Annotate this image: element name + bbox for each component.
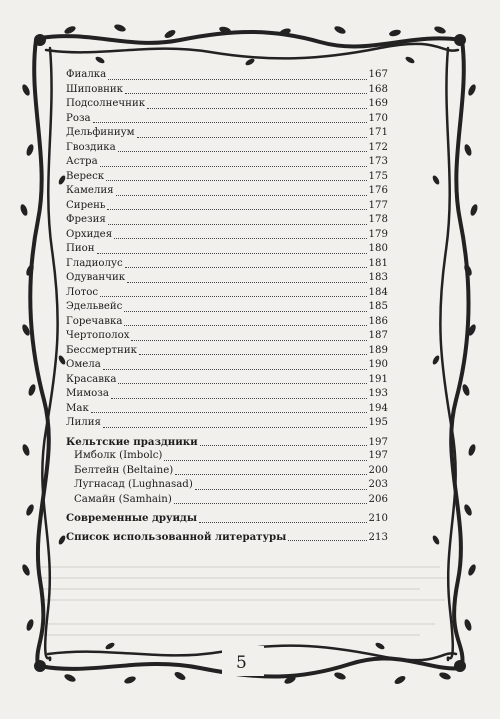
toc-entry-title: Дельфиниум (66, 127, 135, 138)
leader-dots (118, 150, 367, 152)
toc-entry-title: Самайн (Samhain) (74, 493, 172, 505)
toc-entry-flower (66, 416, 388, 431)
toc-chapter-title: Современные друиды (66, 512, 198, 524)
leader-dots (175, 473, 366, 475)
leader-dots (116, 194, 367, 196)
toc-entry-title: Горечавка (66, 315, 123, 327)
toc-entry-title: Омела (66, 359, 101, 370)
toc-entry-page: 168 (368, 83, 388, 95)
toc-entry-title: Чертополох (66, 330, 130, 341)
toc-entry-flower (66, 155, 388, 170)
leader-dots (164, 459, 366, 461)
toc-entry-page: 186 (368, 315, 388, 327)
toc-entry-title: Подсолнечник (66, 98, 146, 109)
toc-chapter-references (66, 530, 388, 545)
leader-dots (195, 488, 367, 490)
toc-entry-flower (66, 141, 388, 156)
toc-entry-title: Эдельвейс (66, 301, 123, 312)
toc-entry-page: 194 (368, 402, 388, 414)
toc-entry-festival (66, 464, 388, 479)
leader-dots (125, 92, 367, 94)
toc-entry-festival (66, 449, 388, 464)
toc-entry-title: Красавка (66, 373, 117, 385)
toc-entry-flower (66, 402, 388, 417)
toc-entry-page: 181 (368, 257, 388, 269)
toc-entry-page: 171 (368, 127, 388, 138)
leader-dots (114, 237, 366, 239)
leader-dots (127, 281, 366, 283)
toc-entry-page: 180 (368, 243, 388, 254)
toc-entry-page: 185 (368, 301, 388, 312)
leader-dots (100, 165, 367, 167)
toc-entry-page: 189 (368, 344, 388, 356)
toc-entry-page: 197 (368, 450, 388, 461)
toc-entry-flower (66, 199, 388, 214)
toc-entry-title: Фиалка (66, 69, 107, 80)
toc-chapter-page: 197 (368, 436, 388, 448)
toc-entry-title: Астра (66, 156, 98, 167)
toc-entry-title: Одуванчик (66, 272, 126, 283)
toc-entry-flower (66, 300, 388, 315)
leader-dots (124, 310, 366, 312)
leader-dots (200, 444, 367, 446)
toc-entry-page: 170 (368, 112, 388, 124)
toc-entry-flower (66, 83, 388, 98)
toc-entry-page: 200 (368, 464, 388, 476)
toc-chapter-title: Список использованной литературы (66, 530, 287, 543)
toc-entry-page: 172 (368, 141, 388, 153)
toc-entry-page: 175 (368, 170, 388, 182)
leader-dots (108, 223, 367, 225)
toc-entry-flower (66, 271, 388, 286)
leader-dots (106, 179, 366, 181)
leader-dots (103, 368, 367, 370)
toc-entry-page: 193 (368, 388, 388, 399)
toc-entry-flower (66, 344, 388, 359)
leader-dots (107, 208, 366, 210)
leader-dots (124, 324, 366, 326)
toc-chapter-title: Кельтские праздники (66, 435, 198, 448)
toc-entry-flower (66, 112, 388, 127)
toc-entry-flower (66, 286, 388, 301)
toc-entry-flower (66, 373, 388, 388)
toc-entry-title: Белтейн (Beltaine) (74, 464, 174, 476)
leader-dots (137, 136, 367, 138)
toc-entry-title: Бессмертник (66, 344, 137, 356)
toc-chapter-celtic-holidays (66, 435, 388, 450)
toc-entry-title: Фрезия (66, 214, 106, 225)
toc-entry-page: 178 (368, 214, 388, 225)
toc-entry-title: Камелия (66, 185, 114, 196)
toc-entry-page: 183 (368, 272, 388, 283)
toc-entry-page: 195 (368, 417, 388, 428)
toc-entry-page: 169 (368, 98, 388, 109)
toc-entry-title: Лугнасад (Lughnasad) (74, 479, 193, 490)
toc-entry-page: 187 (368, 330, 388, 341)
toc-entry-flower (66, 358, 388, 373)
toc-entry-flower (66, 228, 388, 243)
toc-entry-page: 203 (368, 479, 388, 490)
toc-entry-flower (66, 315, 388, 330)
table-of-contents (66, 68, 388, 544)
toc-entry-flower (66, 126, 388, 141)
leader-dots (288, 539, 366, 541)
toc-entry-page: 176 (368, 185, 388, 196)
leader-dots (91, 411, 367, 413)
toc-entry-title: Шиповник (66, 83, 124, 95)
toc-entry-title: Мак (66, 402, 89, 414)
toc-entry-title: Орхидея (66, 228, 113, 240)
toc-entry-title: Гвоздика (66, 141, 116, 153)
toc-entry-page: 206 (368, 493, 388, 505)
leader-dots (199, 521, 366, 523)
toc-entry-page: 184 (368, 286, 388, 298)
toc-entry-title: Сирень (66, 199, 106, 211)
toc-chapter-page: 210 (368, 513, 388, 524)
toc-entry-title: Лотос (66, 286, 99, 298)
leader-dots (125, 266, 367, 268)
leader-dots (93, 121, 367, 123)
toc-chapter-modern-druids (66, 511, 388, 526)
toc-entry-flower (66, 97, 388, 112)
toc-entry-page: 173 (368, 156, 388, 167)
toc-entry-title: Пион (66, 243, 95, 254)
leader-dots (108, 78, 366, 80)
toc-entry-title: Имболк (Imbolc) (74, 450, 163, 461)
toc-entry-flower (66, 329, 388, 344)
toc-entry-page: 167 (368, 69, 388, 80)
toc-entry-page: 179 (368, 228, 388, 240)
toc-entry-flower (66, 68, 388, 83)
toc-entry-page: 190 (368, 359, 388, 370)
toc-entry-festival (66, 478, 388, 493)
toc-entry-flower (66, 170, 388, 185)
leader-dots (103, 426, 367, 428)
toc-entry-page: 177 (368, 199, 388, 211)
toc-entry-title: Мимоза (66, 388, 109, 399)
leader-dots (139, 353, 367, 355)
toc-entry-title: Вереск (66, 170, 105, 182)
toc-entry-flower (66, 213, 388, 228)
leader-dots (147, 107, 366, 109)
toc-entry-flower (66, 242, 388, 257)
toc-entry-title: Роза (66, 112, 91, 124)
toc-entry-flower (66, 257, 388, 272)
leader-dots (97, 252, 367, 254)
toc-entry-page: 191 (368, 373, 388, 385)
toc-entry-festival (66, 493, 388, 508)
leader-dots (131, 339, 366, 341)
page-number: 5 (236, 653, 247, 673)
leader-dots (111, 397, 367, 399)
leader-dots (174, 502, 367, 504)
toc-entry-flower (66, 184, 388, 199)
toc-entry-title: Гладиолус (66, 257, 123, 269)
toc-chapter-page: 213 (368, 531, 388, 543)
toc-entry-flower (66, 387, 388, 402)
toc-entry-title: Лилия (66, 417, 101, 428)
leader-dots (118, 382, 366, 384)
leader-dots (100, 295, 366, 297)
